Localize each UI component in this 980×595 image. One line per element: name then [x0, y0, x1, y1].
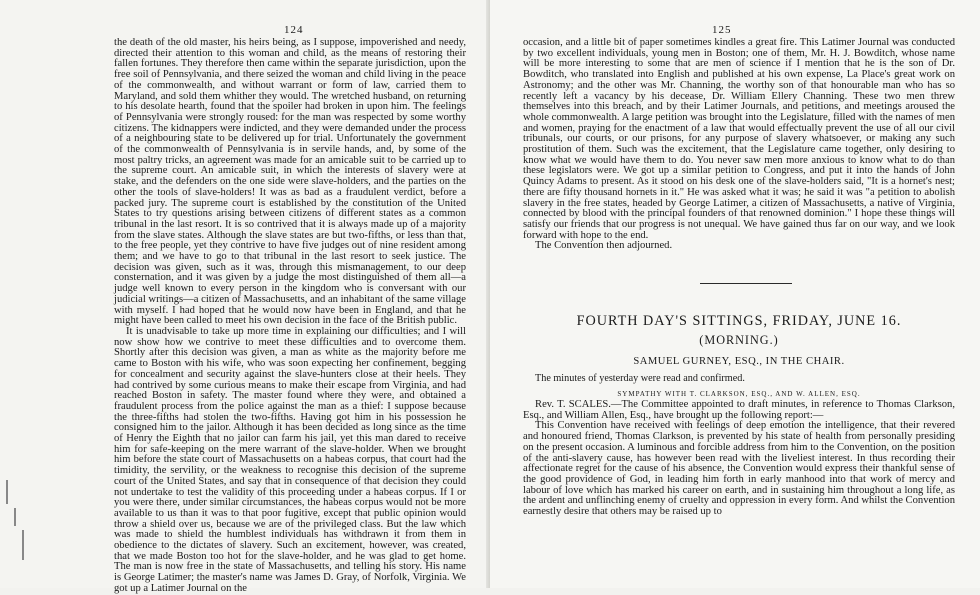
paragraph: Rev. T. SCALES.—The Committee appointed to draft minutes, in reference to Thomas Clarkson, Esq., and William Allen, Esq., have brought up the following report:—: [523, 399, 955, 421]
paragraph: It is unadvisable to take up more time in explaining our difficulties; and I will now show how we contrive to meet these difficulties and to overcome them. Shortly after this decision was given, a man as white as the majority before me came to Boston with his wife, who was soon expecting her confinement, begging for concealment and security against the slave-hunters close at their heels. They had contrived by some curious means to make their escape from Virginia, and had reached Boston in safety. The master found where they were, and obtained a fraudulent process from the police against the man as a thief: I suppose because the three-fifths had stolen the two-fifths. Having got him in his possession he consigned him to the jailor. Although it has been decided as long since as the time of Henry the Eighth that no jailor can farm his jail, yet this man dared to receive him for safe-keeping on the mere warrant of the slave-holder. When we brought him before the state court of Massachusetts on a habeas corpus, that court had the timidity, the servility, or the weakness to recognise this decision of the supreme court of the United States, and say that in consequence of that decision they could not undertake to test the validity of this proceeding under a habeas corpus. If I or you were there, under similar circumstances, the habeas corpus would not be more available to us than it was to that poor fugitive, except that public opinion would throw a shield over us, because we are of the privileged class. But the law which was made to shield the humblest individuals has withdrawn it from them in obedience to the dictates of slavery. Such an excitement, however, was created, that we made Boston too hot for the slave-holder, and he was glad to get home. The man is now free in the state of Massachusetts, and telling his story. His name is George Latimer; the master's name was James D. Gray, of Norfolk, Virginia. We got up a Latimer Journal on the: [114, 325, 466, 594]
paragraph: the death of the old master, his heirs being, as I suppose, impoverished and needy, directed their attention to this woman and child, as the means of restoring their fallen fortunes. They therefore then came within the separate jurisdiction, upon the free soil of Pennsylvania, and there seized the woman and child living in the peace of the commonwealth, and without warrant or form of law, carried them to Maryland, and sold them whither they would. The wretched husband, on returning to his desolate hearth, found that the spoiler had broken in upon him. The feelings of Pennsylvania were strongly roused: for the man was respected by some worthy citizens. The kidnappers were indicted, and they were demanded under the process of a neighbouring state to be delivered up for trial. Unfortunately the government of the commonwealth of Pennsylvania is in servile hands, and, by some of the most paltry tricks, an agreement was made for an amicable suit to be carried up to the supreme court. An amicable suit, in which the interests of slavery were at stake, and the defenders on the one side were slave-holders, and the parties on the other the tools of slave-holders! It was as bad as a fraudulent verdict, before a packed jury. The supreme court is established by the constitution of the United States to try questions arising between citizens of different states as a common tribunal in the last resort. It is so contrived that it is always made up of a majority from the slave states. Although the slave states are but two-fifths, or less than that, to the free people, yet they contrive to have five judges out of nine resident among them; and we have to go to that tribunal in the last resort to seek justice. The decision was given, such as it was, through this mismanagement, to our deep consternation, and it was given by a judge the most distinguished of them all—a judge well known to every person in the kingdom who is conversant with our judicial writings—a citizen of Massachusetts, and an inhabitant of the same village with myself. I had hoped that he would now have been in England, and that he might have been called to meet his own decision in the face of the British public.: [114, 37, 466, 327]
margin-marks: [0, 470, 40, 580]
paragraph: The Convention then adjourned.: [535, 240, 673, 252]
page-number: 125: [712, 24, 732, 36]
paragraph: occasion, and a little bit of paper sometimes kindles a great fire. This Latimer Journal was conducted by two excellent individuals, young men in Boston; one of them, Mr. H. J. Bowditch, whose name will be more interesting to some that are men of science if I mention that he is the son of Dr. Bowditch, who translated into English and published at his own expense, La Place's great work on Astronomy; and the other was Mr. Channing, the worthy son of that honourable man who has so recently left a vacancy by his decease, Dr. William Ellery Channing. These two men threw themselves into this breach, and by their Latimer Journals, and petitions, and meetings aroused the whole commonwealth. A large petition was brought into the Legislature, filled with the names of men and women, praying for the enactment of a law that would effectually prevent the use of all our civil tribunals, our courts, or our prisons, for any purpose of slavery whatsoever, or making any such prostitution of them. Such was the excitement, that the Legislature came together, only desiring to know what we would have them to do. You never saw men more anxious to know what to do than these legislators were. We got up a similar petition to Congress, and put it into the hands of John Quincy Adams to present. As it stood on his desk one of the slave-holders said, "It is a hornet's nest; there are fifty thousand hornets in it." He was asked what it was; he said it was "a petition to abolish slavery in the free states, headed by George Latimer, a citizen of Massachusetts, a native of Virginia, connected by blood with the principal founders of that renowned dominion." I hope these things will satisfy our friends that our progress is not unequal. We have gained thus far on our way, and we look forward with hope to the end.: [523, 37, 955, 241]
left-page-text: [114, 38, 466, 595]
page-number: 124: [284, 24, 304, 36]
right-page-body-text: [523, 400, 955, 518]
minutes-line: The minutes of yesterday were read and confirmed.: [535, 373, 745, 384]
paragraph: This Convention have received with feelings of deep emotion the intelligence, that their revered and honoured friend, Thomas Clarkson, is prevented by his state of health from personally presiding on the present occasion. A luminous and forcible address from him to the Convention, on the position of the anti-slavery cause, has however been read with the liveliest interest. In thus recording their affectionate regret for the cause of his absence, the Convention would express their thankful sense of the good providence of God, in leading him forth in early manhood into that work of mercy and labour of love which has marked his career on earth, and in sustaining him throughout a long life, as the ardent and unflinching enemy of cruelty and oppression in every form. And whilst the Convention earnestly desire that others may be raised up to: [523, 420, 955, 518]
chair-line: SAMUEL GURNEY, ESQ., IN THE CHAIR.: [633, 356, 845, 367]
right-page-top-text: [523, 38, 955, 252]
section-subheading: (MORNING.): [699, 333, 779, 347]
left-page: [0, 0, 490, 594]
right-page: [490, 0, 980, 588]
sympathy-heading: SYMPATHY WITH T. CLARKSON, ESQ., AND W. ALLEN, ESQ.: [617, 390, 861, 398]
section-divider: [700, 283, 792, 284]
section-heading: FOURTH DAY'S SITTINGS, FRIDAY, JUNE 16.: [576, 313, 902, 329]
